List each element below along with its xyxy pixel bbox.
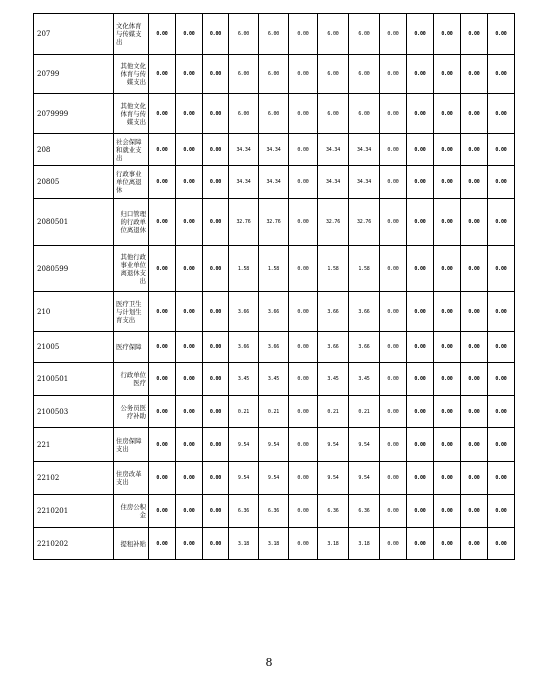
amount-cell: 0.00: [434, 55, 461, 94]
amount-cell: 6.00: [259, 94, 289, 134]
amount-cell: 0.00: [461, 495, 488, 528]
amount-cell: 0.00: [149, 55, 176, 94]
amount-cell: 0.00: [407, 495, 434, 528]
table-row: [34, 428, 515, 462]
amount-cell: 0.00: [203, 396, 229, 428]
amount-cell: 0.00: [203, 462, 229, 495]
amount-cell: 0.00: [407, 292, 434, 332]
amount-cell: 6.00: [318, 55, 349, 94]
subject-name-cell: 医疗卫生与计划生育支出: [114, 292, 149, 332]
amount-cell: 0.00: [380, 199, 407, 246]
amount-cell: 0.00: [176, 55, 203, 94]
amount-cell: 0.00: [289, 396, 318, 428]
subject-name-cell: 提租补贴: [114, 528, 149, 560]
amount-cell: 0.00: [407, 199, 434, 246]
amount-cell: 0.00: [289, 166, 318, 199]
amount-cell: 0.00: [434, 166, 461, 199]
amount-cell: 0.00: [380, 396, 407, 428]
amount-cell: 0.21: [349, 396, 380, 428]
amount-cell: 0.00: [434, 462, 461, 495]
amount-cell: 0.00: [488, 495, 515, 528]
amount-cell: 0.00: [289, 199, 318, 246]
subject-name-cell: 住房公积金: [114, 495, 149, 528]
amount-cell: 6.00: [229, 55, 259, 94]
amount-cell: 0.00: [461, 246, 488, 292]
subject-name-cell: 行政单位医疗: [114, 363, 149, 396]
amount-cell: 6.36: [229, 495, 259, 528]
amount-cell: 6.36: [349, 495, 380, 528]
amount-cell: 0.00: [434, 363, 461, 396]
table-row: [34, 94, 515, 134]
amount-cell: 6.00: [259, 14, 289, 55]
amount-cell: 0.00: [203, 495, 229, 528]
budget-table: [33, 13, 515, 560]
table-row: [34, 55, 515, 94]
amount-cell: 0.00: [407, 396, 434, 428]
amount-cell: 34.34: [229, 134, 259, 166]
table-row: [34, 246, 515, 292]
subject-name-cell: 其他文化体育与传媒支出: [114, 94, 149, 134]
subject-code-cell: 2079999: [34, 94, 114, 134]
table-body: [34, 14, 515, 560]
amount-cell: 3.18: [318, 528, 349, 560]
amount-cell: 0.00: [380, 14, 407, 55]
amount-cell: 0.00: [149, 134, 176, 166]
table-row: [34, 332, 515, 363]
subject-name-cell: 公务员医疗补助: [114, 396, 149, 428]
amount-cell: 0.00: [434, 292, 461, 332]
amount-cell: 0.00: [488, 428, 515, 462]
amount-cell: 1.58: [259, 246, 289, 292]
amount-cell: 6.00: [318, 94, 349, 134]
amount-cell: 0.00: [461, 363, 488, 396]
amount-cell: 0.00: [461, 199, 488, 246]
amount-cell: 0.00: [203, 94, 229, 134]
subject-code-cell: 207: [34, 14, 114, 55]
amount-cell: 0.00: [488, 396, 515, 428]
amount-cell: 3.66: [229, 332, 259, 363]
subject-code-cell: 2080501: [34, 199, 114, 246]
amount-cell: 0.00: [149, 396, 176, 428]
amount-cell: 6.36: [259, 495, 289, 528]
amount-cell: 0.00: [407, 134, 434, 166]
subject-name-cell: 社会保障和就业支出: [114, 134, 149, 166]
amount-cell: 0.00: [407, 246, 434, 292]
amount-cell: 3.45: [318, 363, 349, 396]
amount-cell: 0.00: [203, 166, 229, 199]
amount-cell: 0.00: [407, 428, 434, 462]
subject-code-cell: 2210202: [34, 528, 114, 560]
amount-cell: 0.00: [488, 94, 515, 134]
amount-cell: 0.00: [488, 246, 515, 292]
amount-cell: 0.00: [203, 332, 229, 363]
subject-code-cell: 22102: [34, 462, 114, 495]
amount-cell: 32.76: [318, 199, 349, 246]
amount-cell: 3.45: [349, 363, 380, 396]
amount-cell: 0.00: [380, 462, 407, 495]
amount-cell: 3.66: [229, 292, 259, 332]
amount-cell: 0.00: [434, 332, 461, 363]
amount-cell: 3.66: [349, 332, 380, 363]
amount-cell: 9.54: [229, 428, 259, 462]
amount-cell: 0.00: [488, 134, 515, 166]
subject-code-cell: 221: [34, 428, 114, 462]
amount-cell: 0.00: [176, 462, 203, 495]
amount-cell: 34.34: [318, 166, 349, 199]
amount-cell: 0.00: [380, 528, 407, 560]
amount-cell: 0.00: [434, 396, 461, 428]
amount-cell: 0.00: [380, 332, 407, 363]
amount-cell: 0.00: [461, 134, 488, 166]
amount-cell: 0.00: [149, 528, 176, 560]
amount-cell: 34.34: [349, 134, 380, 166]
amount-cell: 0.00: [488, 462, 515, 495]
amount-cell: 0.00: [149, 428, 176, 462]
amount-cell: 0.00: [380, 428, 407, 462]
amount-cell: 6.00: [229, 94, 259, 134]
amount-cell: 0.00: [149, 332, 176, 363]
amount-cell: 6.00: [259, 55, 289, 94]
amount-cell: 0.00: [149, 14, 176, 55]
amount-cell: 0.00: [434, 428, 461, 462]
amount-cell: 3.66: [318, 332, 349, 363]
amount-cell: 1.58: [349, 246, 380, 292]
amount-cell: 0.00: [488, 363, 515, 396]
amount-cell: 0.00: [434, 528, 461, 560]
amount-cell: 0.00: [289, 134, 318, 166]
amount-cell: 0.00: [488, 528, 515, 560]
amount-cell: 0.00: [461, 462, 488, 495]
amount-cell: 9.54: [259, 428, 289, 462]
amount-cell: 0.00: [289, 528, 318, 560]
subject-name-cell: 医疗保障: [114, 332, 149, 363]
subject-code-cell: 2100503: [34, 396, 114, 428]
subject-code-cell: 20805: [34, 166, 114, 199]
amount-cell: 0.00: [203, 55, 229, 94]
amount-cell: 0.00: [488, 292, 515, 332]
amount-cell: 3.45: [229, 363, 259, 396]
amount-cell: 0.00: [380, 94, 407, 134]
amount-cell: 9.54: [349, 462, 380, 495]
amount-cell: 0.00: [203, 428, 229, 462]
amount-cell: 0.21: [229, 396, 259, 428]
amount-cell: 0.00: [176, 292, 203, 332]
table-row: [34, 199, 515, 246]
subject-name-cell: 住房改革支出: [114, 462, 149, 495]
table-row: [34, 495, 515, 528]
amount-cell: 3.66: [318, 292, 349, 332]
amount-cell: 0.00: [176, 246, 203, 292]
amount-cell: 0.00: [407, 14, 434, 55]
amount-cell: 0.00: [149, 199, 176, 246]
amount-cell: 0.00: [176, 428, 203, 462]
amount-cell: 0.00: [461, 166, 488, 199]
amount-cell: 0.00: [203, 528, 229, 560]
table-row: [34, 134, 515, 166]
amount-cell: 0.00: [434, 14, 461, 55]
amount-cell: 34.34: [259, 134, 289, 166]
amount-cell: 6.00: [318, 14, 349, 55]
amount-cell: 0.00: [380, 495, 407, 528]
table-row: [34, 396, 515, 428]
amount-cell: 0.00: [407, 332, 434, 363]
amount-cell: 0.00: [380, 246, 407, 292]
amount-cell: 32.76: [349, 199, 380, 246]
page-number: 8: [265, 656, 273, 669]
subject-code-cell: 210: [34, 292, 114, 332]
amount-cell: 0.00: [203, 363, 229, 396]
amount-cell: 0.00: [407, 528, 434, 560]
amount-cell: 9.54: [349, 428, 380, 462]
amount-cell: 3.18: [259, 528, 289, 560]
subject-name-cell: 行政事业单位离退休: [114, 166, 149, 199]
amount-cell: 0.00: [461, 55, 488, 94]
amount-cell: 0.00: [461, 14, 488, 55]
table-row: [34, 166, 515, 199]
amount-cell: 0.00: [434, 199, 461, 246]
amount-cell: 34.34: [259, 166, 289, 199]
amount-cell: 0.00: [149, 495, 176, 528]
amount-cell: 0.00: [461, 332, 488, 363]
amount-cell: 6.00: [349, 14, 380, 55]
amount-cell: 32.76: [229, 199, 259, 246]
amount-cell: 0.00: [176, 14, 203, 55]
amount-cell: 0.21: [318, 396, 349, 428]
amount-cell: 6.00: [349, 55, 380, 94]
amount-cell: 0.00: [488, 199, 515, 246]
table-row: [34, 528, 515, 560]
amount-cell: 0.00: [461, 528, 488, 560]
amount-cell: 0.00: [203, 199, 229, 246]
amount-cell: 0.00: [407, 94, 434, 134]
amount-cell: 0.00: [380, 55, 407, 94]
amount-cell: 0.00: [289, 246, 318, 292]
amount-cell: 34.34: [318, 134, 349, 166]
amount-cell: 0.21: [259, 396, 289, 428]
amount-cell: 6.00: [349, 94, 380, 134]
amount-cell: 0.00: [203, 246, 229, 292]
subject-code-cell: 20799: [34, 55, 114, 94]
subject-code-cell: 21005: [34, 332, 114, 363]
amount-cell: 0.00: [488, 166, 515, 199]
table-row: [34, 292, 515, 332]
amount-cell: 0.00: [176, 94, 203, 134]
amount-cell: 9.54: [318, 428, 349, 462]
subject-name-cell: 住房保障支出: [114, 428, 149, 462]
amount-cell: 0.00: [407, 55, 434, 94]
subject-name-cell: 其他行政事业单位离退休支出: [114, 246, 149, 292]
subject-name-cell: 文化体育与传媒支出: [114, 14, 149, 55]
amount-cell: 0.00: [289, 94, 318, 134]
subject-name-cell: 其他文化体育与传媒支出: [114, 55, 149, 94]
amount-cell: 0.00: [149, 363, 176, 396]
amount-cell: 34.34: [229, 166, 259, 199]
amount-cell: 3.45: [259, 363, 289, 396]
amount-cell: 0.00: [176, 363, 203, 396]
amount-cell: 0.00: [380, 292, 407, 332]
amount-cell: 6.36: [318, 495, 349, 528]
amount-cell: 0.00: [488, 14, 515, 55]
subject-name-cell: 归口管理的行政单位离退休: [114, 199, 149, 246]
amount-cell: 0.00: [488, 332, 515, 363]
amount-cell: 3.18: [229, 528, 259, 560]
amount-cell: 0.00: [434, 134, 461, 166]
amount-cell: 0.00: [434, 94, 461, 134]
amount-cell: 0.00: [176, 199, 203, 246]
amount-cell: 9.54: [229, 462, 259, 495]
amount-cell: 0.00: [380, 166, 407, 199]
amount-cell: 0.00: [461, 292, 488, 332]
table-row: [34, 462, 515, 495]
amount-cell: 3.66: [259, 292, 289, 332]
amount-cell: 0.00: [289, 55, 318, 94]
amount-cell: 0.00: [176, 166, 203, 199]
amount-cell: 3.66: [349, 292, 380, 332]
amount-cell: 0.00: [461, 94, 488, 134]
amount-cell: 0.00: [289, 332, 318, 363]
amount-cell: 0.00: [434, 246, 461, 292]
amount-cell: 0.00: [176, 528, 203, 560]
amount-cell: 34.34: [349, 166, 380, 199]
amount-cell: 1.58: [229, 246, 259, 292]
amount-cell: 0.00: [289, 292, 318, 332]
amount-cell: 0.00: [176, 134, 203, 166]
amount-cell: 0.00: [149, 166, 176, 199]
amount-cell: 0.00: [149, 292, 176, 332]
amount-cell: 0.00: [289, 495, 318, 528]
amount-cell: 0.00: [407, 462, 434, 495]
amount-cell: 0.00: [176, 396, 203, 428]
amount-cell: 0.00: [488, 55, 515, 94]
amount-cell: 9.54: [259, 462, 289, 495]
amount-cell: 0.00: [289, 428, 318, 462]
table-row: [34, 14, 515, 55]
table-row: [34, 363, 515, 396]
amount-cell: 0.00: [149, 246, 176, 292]
amount-cell: 0.00: [434, 495, 461, 528]
amount-cell: 0.00: [149, 94, 176, 134]
amount-cell: 0.00: [289, 14, 318, 55]
amount-cell: 6.00: [229, 14, 259, 55]
amount-cell: 32.76: [259, 199, 289, 246]
amount-cell: 0.00: [461, 396, 488, 428]
amount-cell: 0.00: [203, 14, 229, 55]
amount-cell: 0.00: [380, 134, 407, 166]
amount-cell: 0.00: [461, 428, 488, 462]
amount-cell: 3.18: [349, 528, 380, 560]
amount-cell: 0.00: [407, 363, 434, 396]
amount-cell: 0.00: [149, 462, 176, 495]
amount-cell: 9.54: [318, 462, 349, 495]
amount-cell: 3.66: [259, 332, 289, 363]
amount-cell: 0.00: [380, 363, 407, 396]
amount-cell: 0.00: [203, 292, 229, 332]
subject-code-cell: 208: [34, 134, 114, 166]
amount-cell: 1.58: [318, 246, 349, 292]
amount-cell: 0.00: [176, 332, 203, 363]
amount-cell: 0.00: [203, 134, 229, 166]
subject-code-cell: 2080599: [34, 246, 114, 292]
amount-cell: 0.00: [407, 166, 434, 199]
amount-cell: 0.00: [289, 462, 318, 495]
amount-cell: 0.00: [289, 363, 318, 396]
amount-cell: 0.00: [176, 495, 203, 528]
subject-code-cell: 2100501: [34, 363, 114, 396]
subject-code-cell: 2210201: [34, 495, 114, 528]
